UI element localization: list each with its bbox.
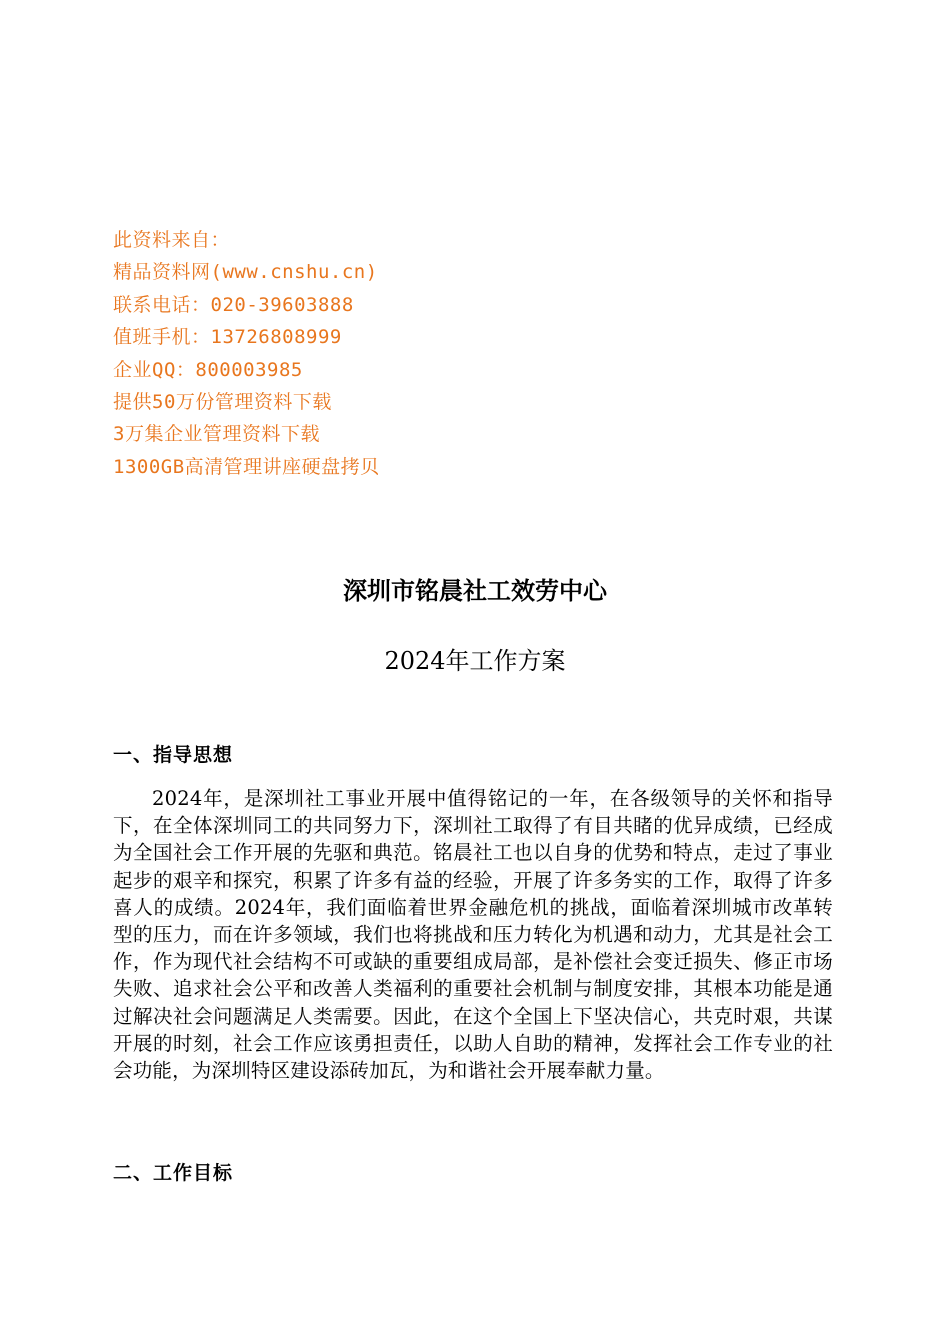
source-qq-line: 企业QQ：800003985 (113, 358, 303, 381)
document-subtitle: 2024年工作方案 (384, 647, 566, 675)
section-heading-work-goals: 二、工作目标 (113, 1162, 234, 1184)
source-offer-line: 提供50万份管理资料下载 (113, 391, 332, 414)
source-offer-line: 3万集企业管理资料下载 (113, 423, 320, 446)
source-mobile-line: 值班手机：13726808999 (113, 326, 342, 349)
document-title: 深圳市铭晨社工效劳中心 (343, 576, 607, 605)
source-line: 此资料来自： (113, 229, 231, 251)
source-info-block (113, 224, 713, 483)
source-website-line: 精品资料网(www.cnshu.cn) (113, 261, 378, 284)
section-heading-guiding-ideology: 一、指导思想 (113, 744, 234, 766)
source-phone-line: 联系电话：020-39603888 (113, 293, 354, 316)
source-offer-line: 1300GB高清管理讲座硬盘拷贝 (113, 455, 380, 478)
section-body-paragraph: 2024年，是深圳社工事业开展中值得铭记的一年，在各级领导的关怀和指导下，在全体深圳同工的共同努力下，深圳社工取得了有目共睹的优异成绩，已经成为全国社会工作开展的先驱和典范。铭晨社工也以自身的优势和特点，走过了事业起步的艰辛和探究，积累了许多有益的经验，开展了许多务实的工作，取得了许多喜人的成绩。2024年，我们面临着世界金融危机的挑战，面临着深圳城市改革转型的压力，而在许多领域，我们也将挑战和压力转化为机遇和动力，尤其是社会工作，作为现代社会结构不可或缺的重要组成局部，是补偿社会变迁损失、修正市场失败、追求社会公平和改善人类福利的重要社会机制与制度安排，其根本功能是通过解决社会问题满足人类需要。因此，在这个全国上下坚决信心，共克时艰，共谋开展的时刻，社会工作应该勇担责任，以助人自助的精神，发挥社会工作专业的社会功能，为深圳特区建设添砖加瓦，为和谐社会开展奉献力量。 (113, 787, 833, 1083)
